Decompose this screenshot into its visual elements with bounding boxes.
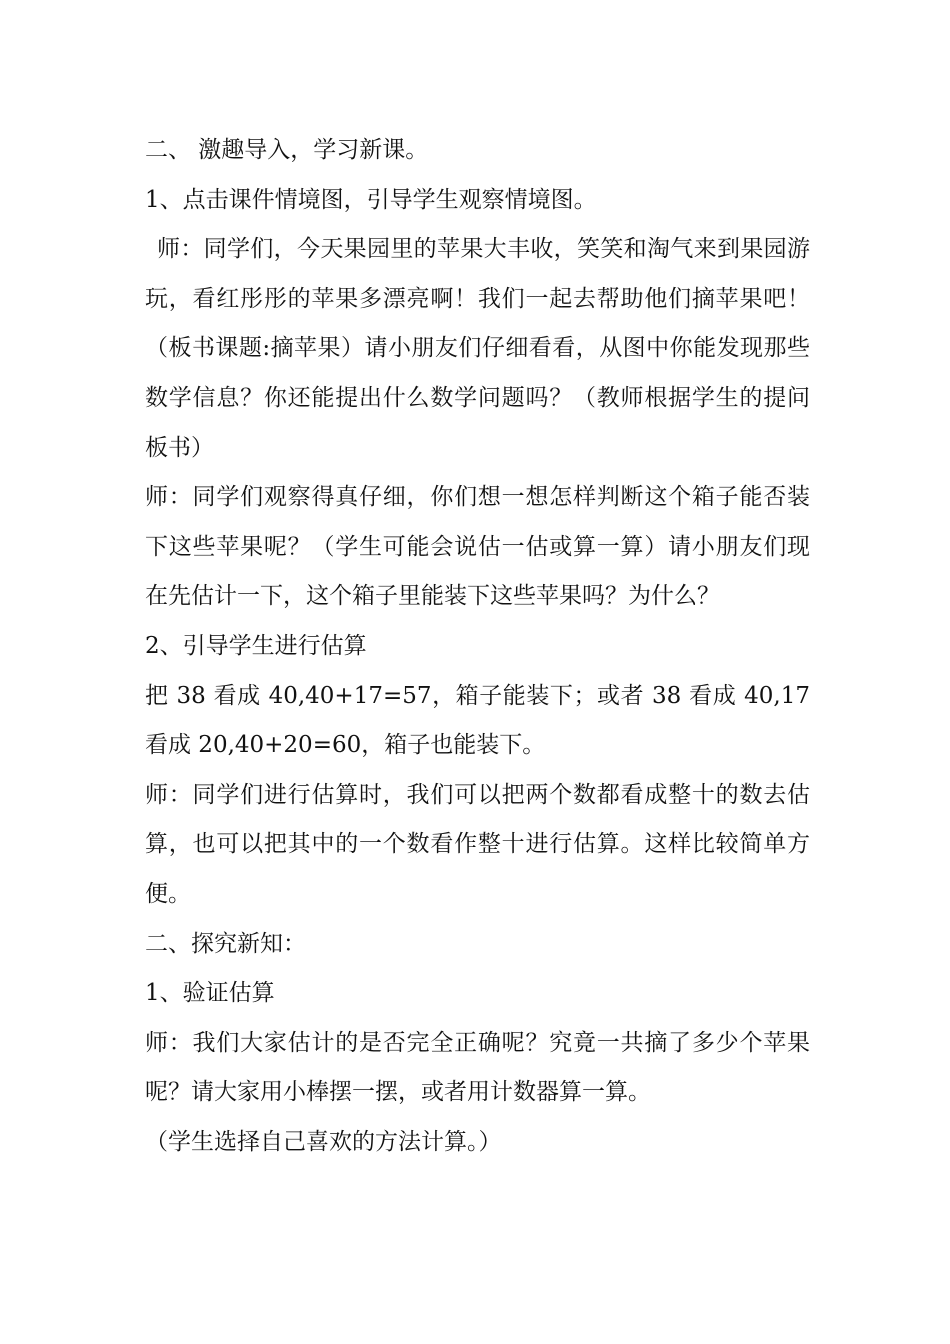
- step-2-heading: 2、引导学生进行估算: [145, 632, 367, 659]
- teacher-dialogue-2: 师：同学们观察得真仔细，你们想一想怎样判断这个箱子能否装下这些苹果呢？（学生可能会说估一估或算一算）请小朋友们现在先估计一下，这个箱子里能装下这些苹果吗？为什么？: [145, 484, 810, 610]
- teacher-dialogue-4: 师：我们大家估计的是否完全正确呢？究竟一共摘了多少个苹果呢？请大家用小棒摆一摆，或者用计数器算一算。: [145, 1029, 810, 1106]
- step-1-heading: 1、点击课件情境图，引导学生观察情境图。: [145, 186, 597, 213]
- section-heading-explore: 二、探究新知：: [145, 930, 306, 957]
- section-heading-intro: 二、 激趣导入，学习新课。: [145, 137, 429, 163]
- teacher-dialogue-3: 师：同学们进行估算时，我们可以把两个数都看成整十的数去估算，也可以把其中的一个数看作整十进行估算。这样比较简单方便。: [145, 781, 810, 907]
- verify-estimation-heading: 1、验证估算: [145, 980, 275, 1007]
- student-activity-note: （学生选择自己喜欢的方法计算。）: [145, 1128, 502, 1155]
- document-body: [145, 126, 810, 1167]
- teacher-dialogue-1: 师：同学们，今天果园里的苹果大丰收，笑笑和淘气来到果园游玩，看红彤彤的苹果多漂亮啊！我们一起去帮助他们摘苹果吧！（板书课题:摘苹果）请小朋友们仔细看看，从图中你能发现那些数学信息？你还能提出什么数学问题吗？（教师根据学生的提问板书）: [145, 236, 810, 461]
- estimation-explanation: 把 38 看成 40,40+17=57，箱子能装下；或者 38 看成 40,17 看成 20,40+20=60，箱子也能装下。: [145, 682, 810, 759]
